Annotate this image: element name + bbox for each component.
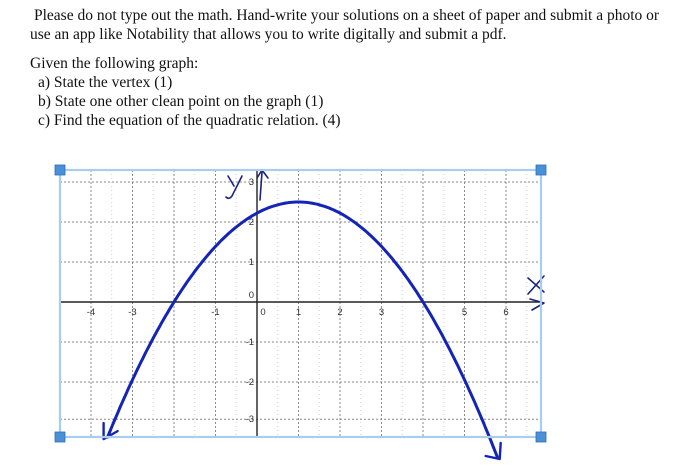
tick-labels bbox=[87, 177, 509, 425]
y-tick-label: 2 bbox=[248, 217, 254, 228]
x-tick-label: 3 bbox=[378, 307, 385, 318]
handwritten-annotations bbox=[226, 170, 544, 310]
x-tick-label: -3 bbox=[128, 307, 137, 318]
resize-handle[interactable] bbox=[536, 432, 546, 442]
y-tick-label: 0 bbox=[248, 290, 254, 301]
resize-handle[interactable] bbox=[536, 165, 546, 175]
grid bbox=[60, 170, 541, 437]
question-a: a) State the vertex (1) bbox=[38, 74, 173, 91]
resize-handle[interactable] bbox=[55, 165, 65, 175]
handwritten-y-arrow-icon bbox=[257, 170, 268, 200]
resize-handle[interactable] bbox=[55, 432, 65, 442]
question-c: c) Find the equation of the quadratic relation. (4) bbox=[38, 112, 341, 129]
y-tick-label: 3 bbox=[248, 177, 254, 188]
x-tick-label: 1 bbox=[295, 307, 302, 318]
handwritten-y-icon bbox=[226, 176, 242, 198]
x-tick-label: -1 bbox=[211, 307, 220, 318]
parabola-curve bbox=[108, 202, 498, 458]
y-tick-label: -2 bbox=[245, 377, 254, 388]
x-tick-label: -4 bbox=[86, 307, 96, 318]
x-tick-label: 5 bbox=[461, 307, 468, 318]
x-tick-label: 6 bbox=[503, 307, 509, 318]
x-tick-label: 2 bbox=[337, 307, 343, 318]
x-tick-label: 0 bbox=[260, 307, 266, 318]
question-b: b) State one other clean point on the graph (1) bbox=[38, 93, 324, 110]
y-tick-label: -3 bbox=[245, 414, 254, 426]
given-label: Given the following graph: bbox=[30, 55, 199, 72]
instructions-paragraph: Please do not type out the math. Hand-write your solutions on a sheet of paper and submit a photo or use an app like Notability that allows you to write digitally and submit a pdf. bbox=[30, 7, 660, 43]
curve bbox=[104, 202, 501, 459]
y-tick-label: -1 bbox=[245, 337, 254, 348]
y-tick-label: 1 bbox=[248, 257, 254, 268]
